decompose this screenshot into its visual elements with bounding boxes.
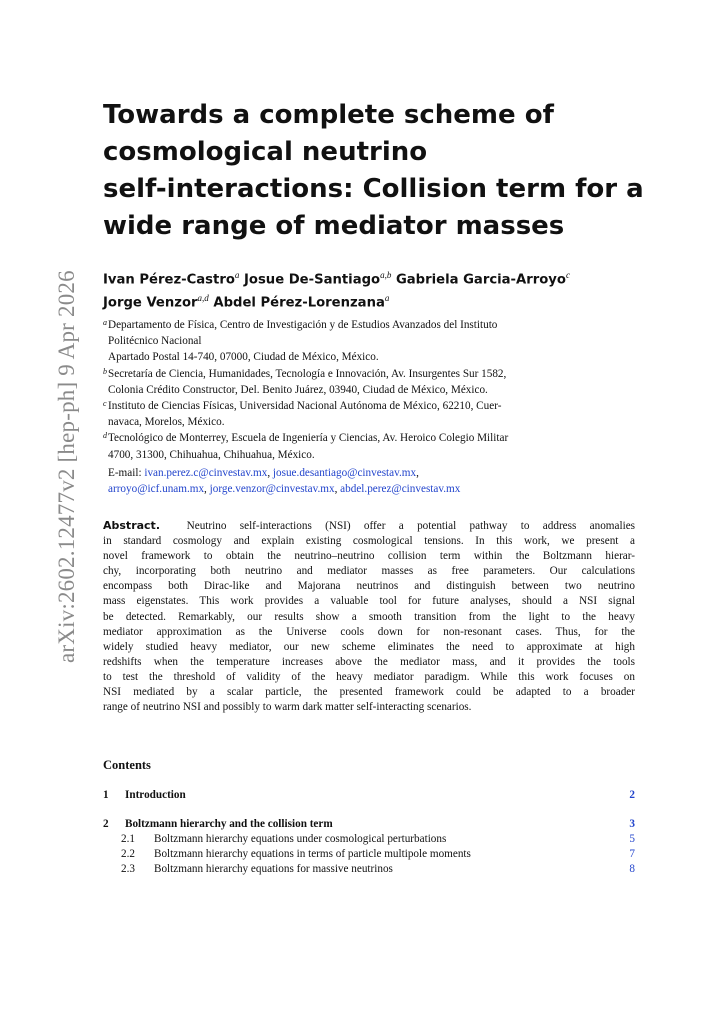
- affiliation-line: 4700, 31300, Chihuahua, Chihuahua, México.: [108, 448, 315, 461]
- toc-page-link[interactable]: 7: [629, 848, 635, 860]
- abstract-line: to test the threshold of validity of the heavy mediator paradigm. While this work focuses on: [103, 670, 635, 683]
- abstract: [103, 518, 635, 715]
- arxiv-identifier-stamp: [20, 270, 79, 663]
- abstract-line: mediator approximation as the Universe cools down for non-resonant cases. Thus, for the: [103, 625, 635, 638]
- abstract-line: redshifts when the temperature increases above the mediator mass, and it provides the tools: [103, 655, 635, 668]
- email-link[interactable]: jorge.venzor@cinvestav.mx: [209, 483, 335, 496]
- toc-page-link[interactable]: 2: [629, 789, 635, 801]
- abstract-line: chy, incorporating both neutrino and mediator masses as free parameters. Our calculations: [103, 565, 635, 578]
- paper-title: [103, 97, 663, 245]
- abstract-line: range of neutrino NSI and possibly to warm dark matter self-interacting scenarios.: [103, 701, 472, 714]
- toc-title: Introduction: [125, 789, 186, 801]
- affiliation-line: Departamento de Física, Centro de Investigación y de Estudios Avanzados del Instituto: [108, 319, 498, 331]
- affiliation-line: Colonia Crédito Constructor, Del. Benito Juárez, 03940, Ciudad de México, México.: [108, 383, 488, 396]
- affiliation-a: [103, 317, 635, 366]
- affiliation-mark: c: [103, 399, 107, 409]
- abstract-line: mass eigenstates. This work provides a valuable tool for future analyses, should a NSI signal: [103, 595, 635, 608]
- affiliation-mark: d: [103, 431, 107, 441]
- email-link[interactable]: ivan.perez.c@cinvestav.mx: [144, 466, 268, 479]
- affiliation-line: navaca, Morelos, México.: [108, 416, 225, 429]
- title-line: self-interactions: Collision term for a: [103, 174, 644, 204]
- toc-entry-2-3[interactable]: [103, 862, 635, 877]
- toc-entry-boltzmann-hierarchy[interactable]: [103, 817, 635, 832]
- abstract-label: Abstract.: [103, 519, 160, 532]
- toc-title: Boltzmann hierarchy and the collision term: [125, 818, 333, 830]
- toc-number: 1: [103, 789, 109, 801]
- abstract-line: widely studied heavy mediator, our new scheme eliminates the need to approximate at high: [103, 640, 635, 653]
- toc-page-link[interactable]: 3: [629, 818, 635, 830]
- email-link[interactable]: arroyo@icf.unam.mx: [108, 483, 205, 496]
- toc-entry-introduction[interactable]: [103, 788, 635, 803]
- toc-entry-2-1[interactable]: [103, 832, 635, 847]
- affiliation-line: Tecnológico de Monterrey, Escuela de Ingeniería y Ciencias, Av. Heroico Colegio Militar: [108, 432, 509, 445]
- affiliation-line: Apartado Postal 14-740, 07000, Ciudad de México, México.: [108, 351, 379, 364]
- abstract-text: Neutrino self-interactions (NSI) offer a potential pathway to address anomalies: [186, 520, 636, 532]
- affiliations: [103, 317, 635, 497]
- affiliation-line: Instituto de Ciencias Físicas, Universidad Nacional Autónoma de México, 62210, Cuer-: [108, 400, 502, 413]
- abstract-line: encompass both Dirac-like and Majorana neutrinos and distinguish between two neutrino: [103, 580, 635, 593]
- author-name: Jorge Venzor: [103, 295, 198, 311]
- affiliation-b: [103, 366, 635, 398]
- title-line: wide range of mediator masses: [103, 211, 565, 241]
- author-name: Ivan Pérez-Castro: [103, 272, 235, 288]
- affiliation-line: Politécnico Nacional: [108, 335, 202, 348]
- affiliation-mark: a: [103, 318, 107, 327]
- author-affil-mark: a: [234, 270, 240, 280]
- author-list: [103, 266, 663, 313]
- title-line: Towards a complete scheme of: [103, 100, 554, 130]
- abstract-line: [103, 518, 635, 534]
- table-of-contents: [103, 788, 635, 877]
- email-link[interactable]: josue.desantiago@cinvestav.mx: [272, 466, 417, 479]
- author-name: Abdel Pérez-Lorenzana: [213, 295, 385, 311]
- email-block: E-mail: ivan.perez.c@cinvestav.mx, josue.desantiago@cinvestav.mx, arroyo@icf.unam.mx, jorge.venzor@cinvestav.mx, abdel.perez@cinvestav.mx: [108, 466, 461, 496]
- toc-title: Boltzmann hierarchy equations in terms of particle multipole moments: [154, 848, 471, 860]
- toc-page-link[interactable]: 8: [629, 863, 635, 875]
- abstract-line: novel framework to obtain the neutrino–neutrino collision term within the Boltzmann hierar-: [103, 550, 635, 563]
- author-affil-mark: a,b: [380, 270, 392, 280]
- author-affil-mark: a: [384, 293, 390, 304]
- abstract-line: in standard cosmology and explain existing cosmological tensions. In this work, we present a: [103, 535, 635, 548]
- abstract-line: be detected. Remarkably, our results show a smooth transition from the light to the heavy: [103, 610, 635, 623]
- toc-number: 2: [103, 818, 109, 830]
- toc-title: Boltzmann hierarchy equations for massive neutrinos: [154, 863, 393, 875]
- email-label: E-mail:: [108, 466, 142, 479]
- abstract-line: NSI mediated by a scalar particle, the presented framework could be adapted to a broader: [103, 686, 635, 699]
- toc-page-link[interactable]: 5: [629, 833, 635, 845]
- affiliation-mark: b: [103, 366, 107, 376]
- toc-number: 2.2: [121, 848, 135, 860]
- contents-heading: Contents: [103, 758, 151, 772]
- toc-title: Boltzmann hierarchy equations under cosmological perturbations: [154, 833, 447, 845]
- author-affil-mark: c: [565, 270, 570, 280]
- title-line: cosmological neutrino: [103, 137, 428, 167]
- affiliation-c: [103, 398, 635, 430]
- author-name: Josue De-Santiago: [243, 272, 381, 288]
- affiliation-d: [103, 430, 635, 462]
- toc-number: 2.3: [121, 863, 135, 875]
- toc-entry-2-2[interactable]: [103, 847, 635, 862]
- email-link[interactable]: abdel.perez@cinvestav.mx: [340, 483, 461, 496]
- affiliation-line: Secretaría de Ciencia, Humanidades, Tecnología e Innovación, Av. Insurgentes Sur 1582,: [108, 367, 507, 380]
- arxiv-stamp-text: arXiv:2602.12477v2 [hep-ph] 9 Apr 2026: [54, 270, 79, 663]
- author-affil-mark: a,d: [197, 293, 209, 304]
- author-name: Gabriela Garcia-Arroyo: [395, 272, 566, 288]
- toc-number: 2.1: [121, 833, 135, 845]
